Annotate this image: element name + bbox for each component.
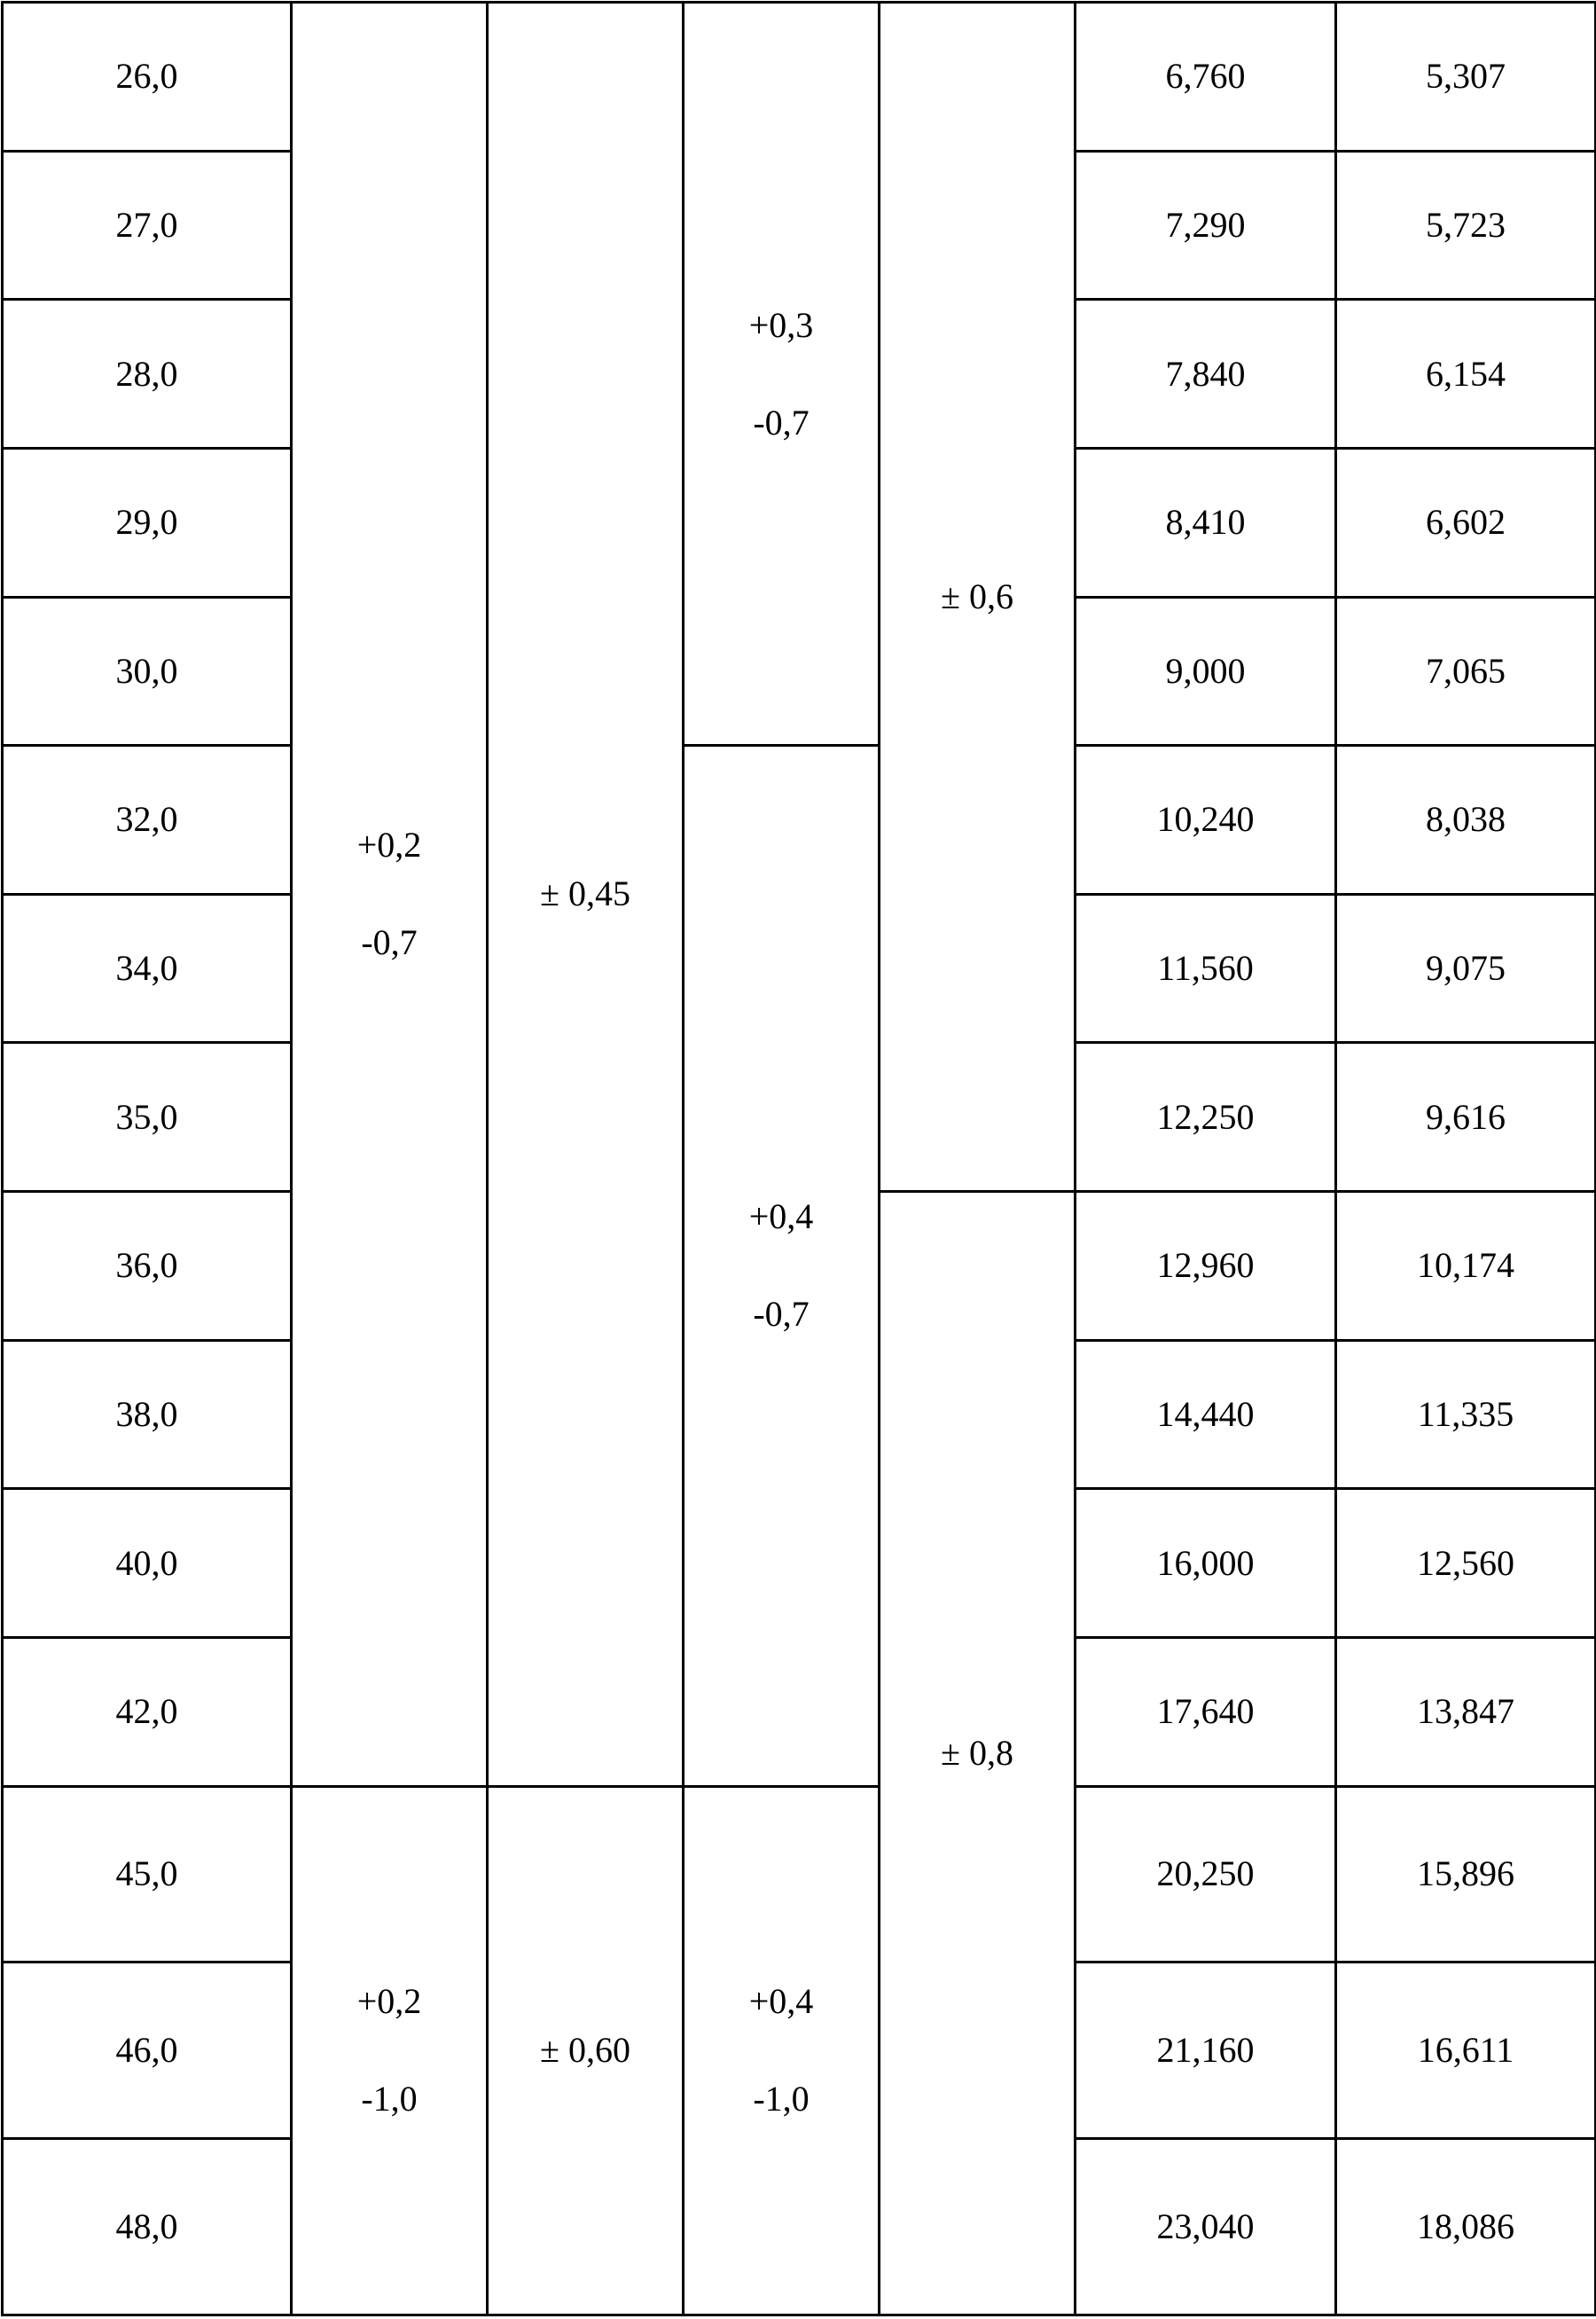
tolerance-lower: -0,7 xyxy=(753,1294,810,1335)
area-cell: 7,840 xyxy=(1076,300,1336,449)
size-cell: 35,0 xyxy=(3,1043,292,1192)
size-cell: 42,0 xyxy=(3,1637,292,1786)
tolerance-cell xyxy=(684,1786,880,2315)
size-cell: 36,0 xyxy=(3,1192,292,1341)
mass-cell: 5,307 xyxy=(1336,3,1596,152)
area-cell: 20,250 xyxy=(1076,1786,1336,1963)
mass-cell: 6,154 xyxy=(1336,300,1596,449)
tolerance-cell xyxy=(684,746,880,1786)
tolerance-upper: +0,4 xyxy=(748,1196,814,1237)
tolerance-lower: -1,0 xyxy=(753,2079,810,2119)
tolerance-upper: +0,2 xyxy=(356,1981,422,2022)
area-cell: 14,440 xyxy=(1076,1340,1336,1489)
size-cell: 26,0 xyxy=(3,3,292,152)
area-cell: 10,240 xyxy=(1076,746,1336,895)
size-cell: 29,0 xyxy=(3,448,292,597)
area-cell: 11,560 xyxy=(1076,894,1336,1043)
area-cell: 17,640 xyxy=(1076,1637,1336,1786)
mass-cell: 5,723 xyxy=(1336,151,1596,300)
mass-cell: 7,065 xyxy=(1336,597,1596,746)
size-cell: 27,0 xyxy=(3,151,292,300)
area-cell: 8,410 xyxy=(1076,448,1336,597)
size-cell: 38,0 xyxy=(3,1340,292,1489)
tolerance-lower: -1,0 xyxy=(361,2079,418,2119)
tolerance-cell xyxy=(292,1786,488,2315)
tolerance-cell: ± 0,8 xyxy=(880,1192,1076,2315)
table-row xyxy=(3,746,1596,895)
tolerance-upper: +0,2 xyxy=(356,825,422,866)
size-cell: 45,0 xyxy=(3,1786,292,1963)
size-cell: 48,0 xyxy=(3,2139,292,2315)
size-cell: 32,0 xyxy=(3,746,292,895)
tolerance-lower: -0,7 xyxy=(361,922,418,963)
area-cell: 9,000 xyxy=(1076,597,1336,746)
tolerance-cell: ± 0,60 xyxy=(488,1786,684,2315)
mass-cell: 8,038 xyxy=(1336,746,1596,895)
area-cell: 6,760 xyxy=(1076,3,1336,152)
size-cell: 30,0 xyxy=(3,597,292,746)
tolerance-cell: ± 0,45 xyxy=(488,3,684,1787)
tolerance-lower: -0,7 xyxy=(753,402,810,443)
tolerance-cell xyxy=(292,3,488,1787)
area-cell: 23,040 xyxy=(1076,2139,1336,2315)
area-cell: 12,250 xyxy=(1076,1043,1336,1192)
table-row xyxy=(3,3,1596,152)
area-cell: 7,290 xyxy=(1076,151,1336,300)
mass-cell: 13,847 xyxy=(1336,1637,1596,1786)
mass-cell: 11,335 xyxy=(1336,1340,1596,1489)
size-cell: 40,0 xyxy=(3,1489,292,1638)
table-row xyxy=(3,1786,1596,1963)
size-cell: 46,0 xyxy=(3,1963,292,2139)
area-cell: 12,960 xyxy=(1076,1192,1336,1341)
mass-cell: 16,611 xyxy=(1336,1963,1596,2139)
area-cell: 21,160 xyxy=(1076,1963,1336,2139)
mass-cell: 6,602 xyxy=(1336,448,1596,597)
mass-cell: 12,560 xyxy=(1336,1489,1596,1638)
mass-cell: 9,616 xyxy=(1336,1043,1596,1192)
size-cell: 28,0 xyxy=(3,300,292,449)
tolerance-upper: +0,3 xyxy=(748,304,814,345)
mass-cell: 15,896 xyxy=(1336,1786,1596,1963)
tolerance-cell xyxy=(684,3,880,746)
mass-cell: 10,174 xyxy=(1336,1192,1596,1341)
dimension-table xyxy=(1,1,1596,2316)
size-cell: 34,0 xyxy=(3,894,292,1043)
mass-cell: 9,075 xyxy=(1336,894,1596,1043)
mass-cell: 18,086 xyxy=(1336,2139,1596,2315)
tolerance-upper: +0,4 xyxy=(748,1981,814,2022)
tolerance-cell: ± 0,6 xyxy=(880,3,1076,1192)
area-cell: 16,000 xyxy=(1076,1489,1336,1638)
